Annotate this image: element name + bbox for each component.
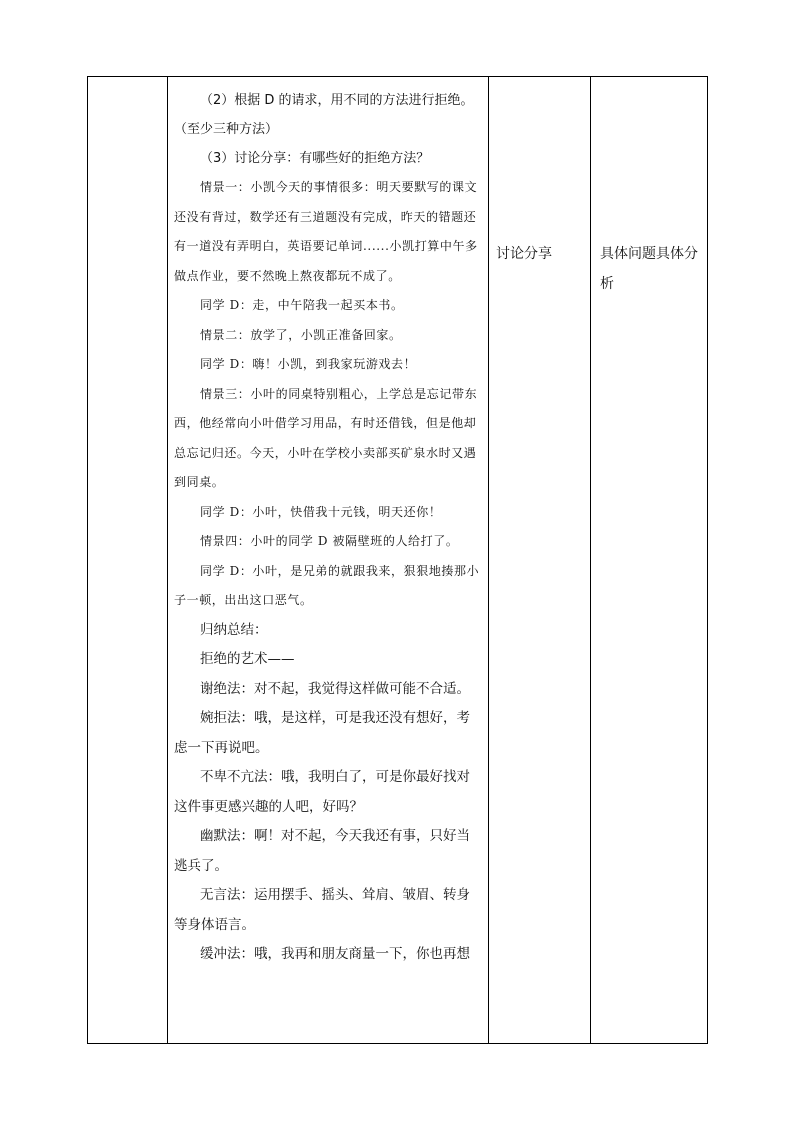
scene-1: 情景一：小凯今天的事情很多：明天要默写的课文还没有背过，数学还有三道题没有完成，昨天的错题还有一道没有弄明白，英语要记单词......小凯打算中午多做点作业，要不然晚上熬夜都玩不成了。 [174, 180, 478, 283]
art-of-refusal: 拒绝的艺术—— [200, 651, 295, 667]
design-intent-text: 具体问题具体分析 [600, 246, 698, 292]
scene-3-request: 同学 D：小叶，快借我十元钱，明天还你！ [200, 504, 442, 519]
scene-2-request: 同学 D：嗨！小凯，到我家玩游戏去！ [200, 357, 417, 371]
design-intent-cell [591, 77, 708, 1044]
lesson-plan-table [87, 76, 708, 1044]
method-buffer: 缓冲法：哦，我再和朋友商量一下，你也再想 [200, 946, 470, 962]
stage-cell [88, 77, 168, 1044]
method-dignified: 不卑不亢法：哦，我明白了，可是你最好找对这件事更感兴趣的人吧，好吗？ [174, 769, 470, 815]
task-2-note: （至少三种方法） [174, 122, 279, 137]
student-activity-text: 讨论分享 [496, 246, 552, 262]
method-silent: 无言法：运用摆手、摇头、耸肩、皱眉、转身等身体语言。 [174, 887, 470, 933]
table-row [88, 77, 708, 1044]
summary-heading: 归纳总结： [200, 621, 268, 638]
task-3: （3）讨论分享：有哪些好的拒绝方法？ [200, 151, 430, 166]
method-decline: 谢绝法：对不起，我觉得这样做可能不合适。 [200, 680, 470, 697]
task-2: （2）根据 D 的请求，用不同的方法进行拒绝。 [200, 93, 474, 108]
content-text [168, 77, 488, 970]
content-cell [168, 77, 489, 1044]
scene-4-request: 同学 D：小叶，是兄弟的就跟我来，狠狠地揍那小子一顿，出出这口恶气。 [174, 563, 480, 607]
method-humor: 幽默法：啊！对不起，今天我还有事，只好当逃兵了。 [174, 828, 470, 874]
scene-3: 情景三：小叶的同桌特别粗心，上学总是忘记带东西，他经常向小叶借学习用品，有时还借钱，但是他却总忘记归还。今天，小叶在学校小卖部买矿泉水时又遇到同桌。 [174, 386, 478, 489]
scene-2: 情景二：放学了，小凯正准备回家。 [200, 327, 402, 342]
scene-4: 情景四：小叶的同学 D 被隔壁班的人给打了。 [200, 534, 459, 548]
method-tactful: 婉拒法：哦，是这样，可是我还没有想好，考虑一下再说吧。 [174, 710, 470, 756]
scene-1-request: 同学 D：走，中午陪我一起买本书。 [200, 298, 404, 312]
student-activity-cell [489, 77, 591, 1044]
